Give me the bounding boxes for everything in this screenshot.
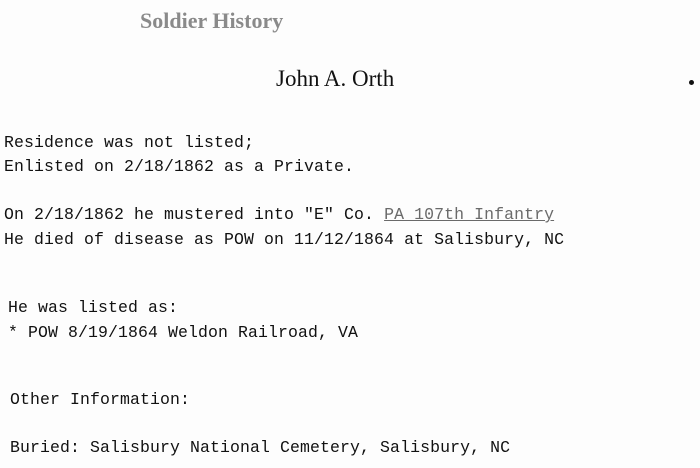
died-line: He died of disease as POW on 11/12/1864 at Salisbury, NC [4, 230, 565, 249]
residence-line: Residence was not listed; [4, 133, 255, 152]
page-header: Soldier History [140, 8, 284, 33]
unit-link[interactable]: PA 107th Infantry [384, 205, 555, 224]
soldier-name: John A. Orth [276, 66, 395, 91]
buried-line: Buried: Salisbury National Cemetery, Salisbury, NC [10, 438, 511, 457]
enlisted-line: Enlisted on 2/18/1862 as a Private. [4, 157, 355, 176]
other-info-heading: Other Information: [10, 390, 191, 409]
mustered-line [4, 205, 554, 224]
pow-event-line: * POW 8/19/1864 Weldon Railroad, VA [8, 323, 359, 342]
mustered-text: On 2/18/1862 he mustered into "E" Co. [4, 205, 385, 224]
page-dot-mark [689, 80, 694, 85]
listed-as-line: He was listed as: [8, 298, 179, 317]
